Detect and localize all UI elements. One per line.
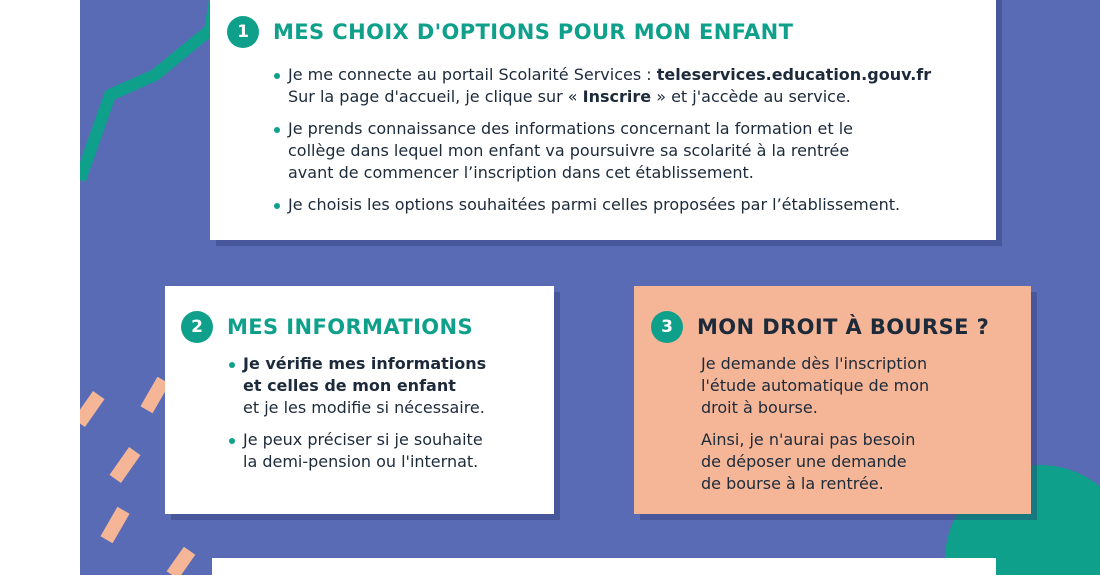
section-bourse-card <box>634 286 1031 514</box>
list-item: Je vérifie mes informations et celles de mon enfant et je les modifie si nécessaire. <box>229 353 538 419</box>
step-number-3: 3 <box>651 311 683 343</box>
step-number-1: 1 <box>227 16 259 48</box>
list-item: Je prends connaissance des informations concernant la formation et le collège dans lequel mon enfant va poursuivre sa scolarité à la rentrée avant de commencer l’inscription dans cet établissement. <box>274 118 978 184</box>
inscrire-label: Inscrire <box>582 87 652 106</box>
section-bourse-header <box>651 311 1015 343</box>
list-item: Je peux préciser si je souhaite la demi-pension ou l'internat. <box>229 429 538 473</box>
section-bourse-body <box>701 353 1015 495</box>
section-options-list <box>274 64 978 216</box>
step-number-2: 2 <box>181 311 213 343</box>
list-item: Je choisis les options souhaitées parmi celles proposées par l’établissement. <box>274 194 978 216</box>
teleservices-link[interactable]: teleservices.education.gouv.fr <box>656 65 932 84</box>
next-section-card <box>212 558 996 588</box>
section-options-title: MES CHOIX D'OPTIONS POUR MON ENFANT <box>273 20 794 44</box>
section-bourse-title: MON DROIT À BOURSE ? <box>697 315 990 339</box>
section-informations-header <box>181 311 538 343</box>
section-informations-title: MES INFORMATIONS <box>227 315 474 339</box>
bourse-paragraph-1: Je demande dès l'inscription l'étude automatique de mon droit à bourse. <box>701 354 930 417</box>
section-options-card <box>210 0 996 240</box>
section-options-header <box>227 16 978 48</box>
section-informations-card <box>165 286 554 514</box>
list-item: Je me connecte au portail Scolarité Services : teleservices.education.gouv.fr Sur la page d'accueil, je clique sur « Inscrire » et j'accède au service. <box>274 64 978 108</box>
bourse-paragraph-2: Ainsi, je n'aurai pas besoin de déposer une demande de bourse à la rentrée. <box>701 430 916 493</box>
section-informations-list <box>229 353 538 473</box>
